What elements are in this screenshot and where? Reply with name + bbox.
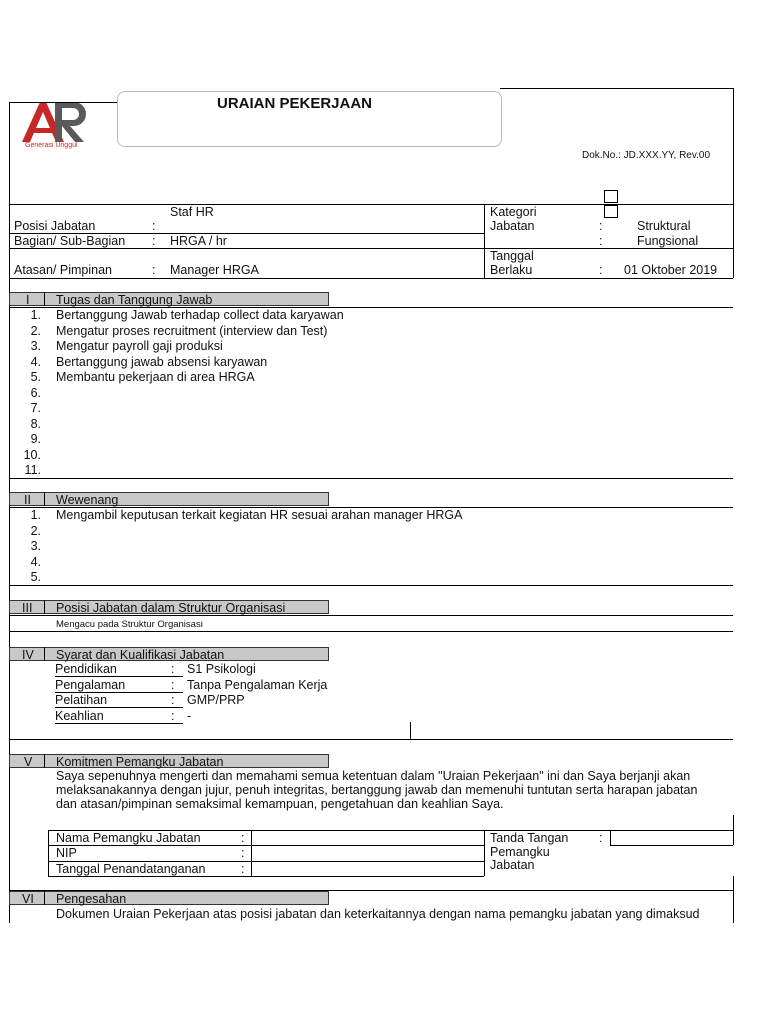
- qualification-label: Pengalaman: [55, 678, 183, 693]
- kategori-checkbox-fungsional[interactable]: [604, 205, 618, 218]
- ttd-label-1: Tanda Tangan: [490, 831, 569, 845]
- logo-tagline: Generasi Unggul: [25, 142, 78, 149]
- section-vi-para-1: Dokumen Uraian Pekerjaan atas posisi jabatan dan keterkaitannya dengan nama pemangku jabatan yang dimaksud: [56, 907, 700, 921]
- kategori-label-1: Kategori: [490, 205, 537, 219]
- kategori-checkbox-struktural[interactable]: [604, 190, 618, 203]
- section-v-para-2: melaksanakannya dengan jujur, penuh integritas, bertanggung jawab dan memenuhi tuntutan serta harapan jabatan: [56, 783, 698, 797]
- nip-field[interactable]: [252, 846, 483, 860]
- section-v-number: V: [24, 755, 33, 769]
- tanggal-colon: :: [599, 263, 603, 277]
- ttd-label-2: Pemangku: [490, 845, 550, 859]
- signature-field[interactable]: [611, 831, 732, 845]
- tanggal-label-2: Berlaku: [490, 263, 533, 277]
- tanggal-ttd-colon: :: [241, 862, 245, 876]
- bagian-colon: :: [152, 234, 156, 248]
- list-number: 4.: [30, 354, 41, 369]
- section-v-title: Komitmen Pemangku Jabatan: [56, 755, 224, 769]
- posisi-colon: :: [152, 219, 156, 233]
- ttd-colon: :: [599, 831, 603, 845]
- qualification-colon: :: [171, 662, 175, 676]
- qualification-colon: :: [171, 677, 175, 692]
- section-iv-number: IV: [22, 648, 34, 662]
- posisi-value: Staf HR: [170, 205, 214, 219]
- list-number: 1.: [30, 308, 41, 322]
- tanggal-ttd-label: Tanggal Penandatanganan: [56, 862, 206, 876]
- tanggal-ttd-field[interactable]: [252, 862, 483, 876]
- list-item: Mengambil keputusan terkait kegiatan HR sesuai arahan manager HRGA: [56, 508, 463, 522]
- qualification-label: Pelatihan: [55, 693, 183, 708]
- nama-pemangku-label: Nama Pemangku Jabatan: [56, 831, 201, 845]
- list-number: 9.: [30, 432, 41, 446]
- qualification-value: GMP/PRP: [187, 693, 245, 707]
- section-iii-note: Mengacu pada Struktur Organisasi: [56, 619, 203, 630]
- list-number: 4.: [30, 554, 41, 569]
- list-number: 5.: [30, 570, 41, 584]
- qualification-label: Pendidikan: [55, 662, 183, 677]
- page-title: URAIAN PEKERJAAN: [217, 95, 373, 112]
- posisi-label: Posisi Jabatan: [14, 219, 96, 233]
- nama-pemangku-field[interactable]: [252, 831, 483, 845]
- doc-number: Dok.No.: JD.XXX.YY, Rev.00: [582, 150, 711, 161]
- list-number: 11.: [24, 463, 41, 477]
- atasan-value: Manager HRGA: [170, 263, 259, 277]
- ttd-label-3: Jabatan: [490, 858, 535, 872]
- nama-pemangku-colon: :: [241, 831, 245, 845]
- section-v-para-1: Saya sepenuhnya mengerti dan memahami semua ketentuan dalam "Uraian Pekerjaan" ini dan Saya berjanji akan: [56, 769, 691, 783]
- qualification-colon: :: [171, 708, 175, 723]
- section-vi-title: Pengesahan: [56, 892, 127, 906]
- qualification-value: S1 Psikologi: [187, 662, 256, 676]
- kategori-option-struktural: Struktural: [637, 219, 691, 233]
- list-number: 2.: [30, 323, 41, 338]
- qualification-value: -: [187, 708, 192, 723]
- section-v-para-3: dan atasan/pimpinan semaksimal kemampuan, pengetahuan dan keahlian Saya.: [56, 797, 504, 811]
- section-iii-number: III: [22, 601, 33, 615]
- list-item: Bertanggung jawab absensi karyawan: [56, 354, 268, 369]
- section-ii-title: Wewenang: [56, 493, 119, 507]
- section-i-title: Tugas dan Tanggung Jawab: [56, 293, 213, 307]
- list-item: Mengatur proses recruitment (interview dan Test): [56, 323, 328, 338]
- list-item: Mengatur payroll gaji produksi: [56, 339, 223, 353]
- list-number: 8.: [30, 416, 41, 431]
- tanggal-value: 01 Oktober 2019: [624, 263, 718, 277]
- list-number: 1.: [30, 508, 41, 522]
- list-number: 6.: [30, 385, 41, 400]
- qualification-label: Keahlian: [55, 709, 183, 724]
- section-ii-number: II: [24, 493, 31, 507]
- list-number: 3.: [30, 539, 41, 553]
- list-item: Membantu pekerjaan di area HRGA: [56, 370, 255, 384]
- logo-mark-icon: [20, 98, 90, 146]
- section-i-number: I: [26, 293, 30, 307]
- kategori-option-fungsional: Fungsional: [637, 234, 699, 248]
- qualification-value: Tanpa Pengalaman Kerja: [187, 677, 328, 692]
- list-number: 7.: [30, 401, 41, 415]
- kategori-colon-1: :: [599, 219, 603, 233]
- nip-label: NIP: [56, 846, 77, 860]
- section-iii-title: Posisi Jabatan dalam Struktur Organisasi: [56, 601, 286, 615]
- atasan-label: Atasan/ Pimpinan: [14, 263, 112, 277]
- kategori-label-2: Jabatan: [490, 219, 535, 233]
- kategori-colon-2: :: [599, 234, 603, 248]
- logo: [20, 98, 90, 154]
- list-number: 5.: [30, 370, 41, 384]
- bagian-label: Bagian/ Sub-Bagian: [14, 234, 126, 248]
- qualification-colon: :: [171, 693, 175, 707]
- list-number: 10.: [23, 447, 41, 462]
- section-vi-number: VI: [22, 892, 34, 906]
- section-iv-title: Syarat dan Kualifikasi Jabatan: [56, 648, 225, 662]
- list-number: 2.: [30, 523, 41, 538]
- nip-colon: :: [241, 846, 245, 860]
- bagian-value: HRGA / hr: [170, 234, 227, 248]
- tanggal-label-1: Tanggal: [490, 249, 534, 263]
- list-item: Bertanggung Jawab terhadap collect data karyawan: [56, 308, 344, 322]
- list-number: 3.: [30, 339, 41, 353]
- atasan-colon: :: [152, 263, 156, 277]
